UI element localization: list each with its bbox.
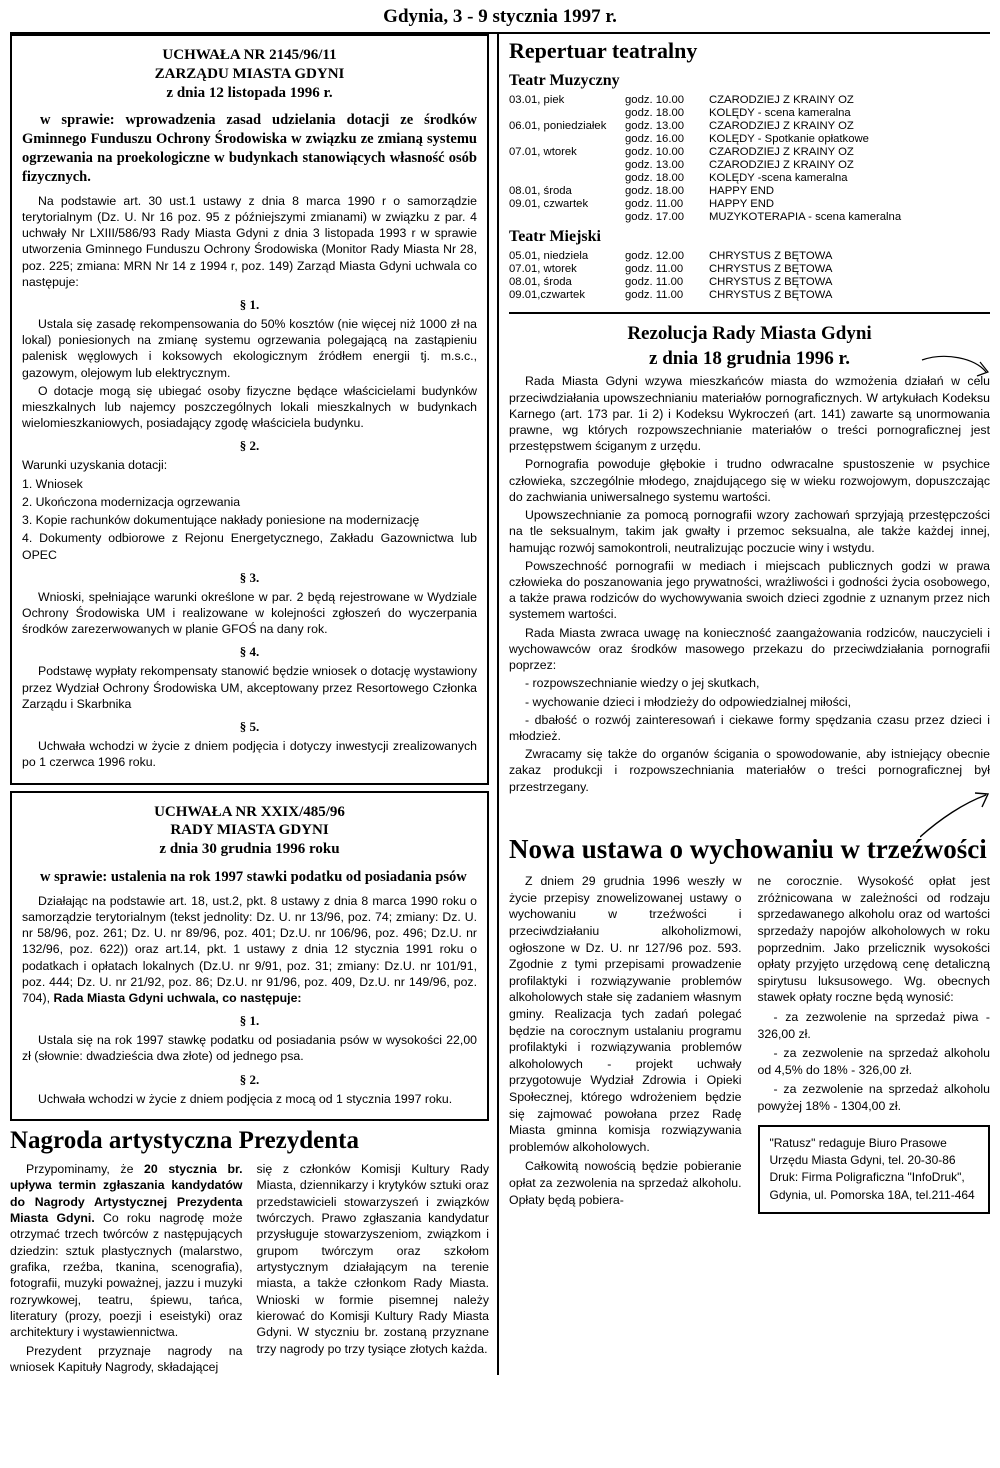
nagroda-article: [10, 1127, 489, 1375]
rezolucja-p5: Rada Miasta zwraca uwagę na konieczność zaangażowania rodziców, nauczycieli i wychowawców oraz środków masowego przekazu do przeciwdziałania pornografii poprzez:: [509, 625, 990, 673]
rezolucja-p6: - rozpowszechnianie wiedzy o jej skutkach,: [525, 676, 760, 691]
uchwala-2145-p3: O dotacje mogą się ubiegać osoby fizyczne będące właścicielami budynków mieszkalnych lub najemcy poszczególnych lokali mieszkalnych w budynkach wielomieszkaniowych, posiadający zgodę właściciela budynku.: [22, 383, 477, 431]
rezolucja-title: [509, 322, 990, 371]
rezolucja-p1: Rada Miasta Gdyni wzywa mieszkańców miasta do wzmożenia działań w celu przeciwdziałania upowszechnianiu materiałów pornograficznych. W artykułach Kodeksu Karnego (art. 173 par. 1i 2) i Kodeksu Wykroczeń (art. 141) zawarte są unormowania prawne, wg których rozpowszechnianie materiałów o treści pornograficznej jest przestępstwem ściganym z urzędu.: [509, 374, 990, 454]
teatr-miejski-table: [509, 250, 990, 302]
cell-time: godz. 16.00: [625, 133, 685, 145]
cell-date: 09.01, czwartek: [509, 198, 589, 210]
uchwala-2145-p11: Uchwała wchodzi w życie z dniem podjęcia i dotyczy inwestycji zrealizowanych po 1 czerwca 1996 roku.: [22, 739, 477, 770]
table-row: [509, 198, 990, 211]
page-columns: [10, 34, 990, 1375]
cell-time: godz. 10.00: [625, 94, 685, 106]
uchwala-485-p2: Ustala się na rok 1997 stawkę podatku od posiadania psów w wysokości 22,00 zł (słownie: dwadzieścia dwa złote) od jednego psa.: [22, 1033, 477, 1064]
cell-title: CZARODZIEJ Z KRAINY OZ: [709, 94, 854, 106]
swoosh-area: [509, 797, 990, 827]
uchwala-485-s1: § 1.: [239, 1013, 260, 1029]
uchwala-485-p1-text: Działając na podstawie art. 18, ust.2, pkt. 8 ustawy z dnia 8 marca 1990 roku o samorządzie terytorialnym (tekst jednolity: Dz. U. nr 13/96, poz. 74; zmiany: Dz. U. nr 58/96, poz. 261; Dz. U. nr 89/96, poz. 401; Dz.U. nr 106/96, poz. 496; Dz.U. nr 132/96, poz. 622)) oraz art.14, pkt. 1 ustawy z dnia 12 stycznia 1991 roku o podatkach i opłatach lokalnych (Dz.U. nr 9/91, poz. 31; zmiany: Dz.U. nr 101/91, poz. 444; Dz. U. nr 21/92, poz. 86; Dz.U. nr 91/96, poz. 409, Dz.U. nr 149/96, poz. 704),: [22, 893, 477, 1005]
cell-date: [509, 107, 625, 120]
nagroda-p1: [10, 1161, 243, 1341]
title-line-3: z dnia 30 grudnia 1996 roku: [159, 841, 340, 858]
uchwala-485-p3: Uchwała wchodzi w życie z dniem podjęcia z mocą od 1 stycznia 1997 roku.: [38, 1091, 453, 1106]
uchwala-2145-p10: Podstawę wypłaty rekompensaty stanowić będzie wniosek o dotację wystawiony przez Wydział Ochrony Środowiska UM, akceptowany przez Resortowego Członka Zarządu i Skarbnika: [22, 664, 477, 711]
rezolucja-p9: Zwracamy się także do organów ścigania o spowodowanie, aby istniejący obecnie zakaz produkcji i rozpowszechniania materiałów o treści pornograficznej był przestrzegany.: [509, 747, 990, 794]
rezolucja-p7: - wychowanie dzieci i młodzieży do odpowiedzialnej miłości,: [525, 694, 852, 709]
table-row: [509, 133, 990, 146]
cell-time: godz. 10.00: [625, 146, 685, 158]
cell-date: 07.01, wtorek: [509, 146, 577, 158]
table-row: [509, 159, 990, 172]
teatr-muzyczny-heading: Teatr Muzyczny: [509, 72, 620, 89]
cell-time: godz. 11.00: [625, 289, 684, 301]
cell-date: [509, 211, 625, 224]
uchwala-485-title: [22, 803, 477, 859]
cell-time: godz. 17.00: [625, 211, 685, 223]
imprint-line-4: Gdynia, ul. Pomorska 18A, tel.211-464: [769, 1187, 975, 1202]
uchwala-485-p1: [22, 893, 477, 1007]
cell-title: CZARODZIEJ Z KRAINY OZ: [709, 159, 854, 171]
ustawa-p4: - za zezwolenie na sprzedaż piwa - 326,00 zł.: [757, 1009, 990, 1041]
title-line-1: Rezolucja Rady Miasta Gdyni: [627, 323, 872, 344]
ustawa-title: Nowa ustawa o wychowaniu w trzeźwości: [509, 833, 987, 864]
cell-date: 08.01, środa: [509, 185, 572, 197]
nagroda-p1-rest: Co roku nagrodę może otrzymać trzech twórców z następujących dziedzin: sztuk plastycznych (malarstwo, grafika, rzeźba, tkanina, scenografia), fotografii, muzyki poważnej, jazzu i muzyki rozrywkowej, teatru, śpiewu, tańca, literatury (prozy, poezji i eseistyki) oraz architektury i wystawiennictwa.: [10, 1210, 243, 1340]
uchwala-2145-box: [10, 34, 489, 785]
table-row: [509, 185, 990, 198]
cell-date: 05.01, niedziela: [509, 250, 589, 262]
uchwala-2145-p5: 1. Wniosek: [22, 476, 83, 491]
cell-title: CHRYSTUS Z BĘTOWA: [709, 263, 833, 275]
cell-date: 08.01, środa: [509, 276, 572, 288]
cell-title: HAPPY END: [709, 198, 775, 210]
table-row: [509, 263, 990, 276]
cell-date: 06.01, poniedziałek: [509, 120, 607, 132]
uchwala-2145-s2: § 2.: [239, 438, 260, 454]
cell-time: godz. 18.00: [625, 107, 685, 119]
cell-date: 09.01,czwartek: [509, 289, 585, 301]
masthead: Gdynia, 3 - 9 stycznia 1997 r.: [383, 6, 617, 27]
cell-time: godz. 11.00: [625, 276, 684, 288]
teatr-muzyczny-table: [509, 94, 990, 224]
title-line-2: RADY MIASTA GDYNI: [170, 822, 329, 839]
nagroda-p1-lead: Przypominamy, że: [26, 1161, 145, 1176]
table-row: [509, 172, 990, 185]
cell-date: [509, 172, 625, 185]
title-line-2: ZARZĄDU MIASTA GDYNI: [154, 65, 345, 82]
nagroda-p2: Prezydent przyznaje nagrody na wniosek Kapituły Nagrody, składającej: [10, 1343, 243, 1374]
rezolucja-p2: Pornografia powoduje głębokie i trudno odwracalne spustoszenie w psychice człowieka, szczególnie młodego, znajdującego się w wieku rozwojowym, dopuszczając do zachwiania uniwersalnego systemu wartości.: [509, 457, 990, 504]
cell-time: godz. 18.00: [625, 172, 685, 184]
repertuar-section: [509, 38, 990, 302]
ustawa-p6: - za zezwolenie na sprzedaż alkoholu powyżej 18% - 1304,00 zł.: [757, 1082, 990, 1113]
table-row: [509, 107, 990, 120]
uchwala-2145-p9: Wnioski, spełniające warunki określone w par. 2 będą rejestrowane w Wydziale Ochrony Środowiska UM i realizowane w kolejności zgłoszeń do wyczerpania środków zarezerwowanych w planie GFOŚ na dany rok.: [22, 589, 477, 637]
uchwala-2145-title: [22, 46, 477, 102]
ustawa-col-2: [758, 873, 991, 1214]
nagroda-title: Nagroda artystyczna Prezydenta: [10, 1126, 360, 1154]
cell-date: [509, 133, 625, 146]
title-line-1: UCHWAŁA NR XXIX/485/96: [154, 803, 345, 820]
cell-title: MUZYKOTERAPIA - scena kameralna: [709, 211, 902, 223]
rezolucja-p3: Upowszechnianie za pomocą pornografii wzory zachowań sprzyjają przestępczości na tle seksualnym, takim jak gwałty i przemoc seksualna, ale także każdej innej, hamując rozwój samokontroli, neutralizując poczucie winy i wstydu.: [509, 508, 990, 555]
uchwala-485-p1-bold: Rada Miasta Gdyni uchwala, co następuje:: [53, 990, 302, 1005]
cell-title: CHRYSTUS Z BĘTOWA: [709, 276, 833, 288]
uchwala-2145-p1: Na podstawie art. 30 ust.1 ustawy z dnia 8 marca 1990 r o samorządzie terytorialnym (Dz. U. Nr 16 poz. 95 z późniejszymi zmianami) w związku z par. 4 uchwały Nr LXIII/586/93 Rady Miasta Gdyni z dnia 3 listopada 1993 r w sprawie utworzenia Gminnego Funduszu Ochrony Środowiska (Monitor Rady Miasta Nr 28, poz. 225; zmiana: MRN Nr 14 z 1994 r, poz. 149) Zarząd Miasta Gdyni uchwala co następuje:: [22, 193, 477, 289]
uchwala-2145-p4: Warunki uzyskania dotacji:: [22, 458, 168, 473]
cell-date: 03.01, piek: [509, 94, 565, 106]
cell-title: HAPPY END: [709, 185, 775, 197]
nagroda-p1-bold: 20 stycznia br. upływa termin zgłaszania kandydatów do Nagrody Artystycznej Prezydenta Miasta Gdyni.: [10, 1161, 243, 1225]
rezolucja-p8: - dbałość o rozwój zainteresowań i ciekawe formy spędzania czasu przez dzieci i młodzież.: [509, 712, 990, 743]
repertuar-title: Repertuar teatralny: [509, 38, 698, 63]
table-row: [509, 146, 990, 159]
cell-time: godz. 12.00: [625, 250, 685, 262]
right-column: [497, 34, 990, 1375]
imprint-box: [758, 1125, 991, 1215]
cell-title: CZARODZIEJ Z KRAINY OZ: [709, 120, 854, 132]
teatr-miejski-heading: Teatr Miejski: [509, 228, 601, 245]
uchwala-485-subject: w sprawie: ustalenia na rok 1997 stawki podatku od posiadania psów: [40, 868, 467, 885]
ustawa-col-1: [509, 873, 742, 1214]
rezolucja-section: [509, 322, 990, 795]
uchwala-2145-s5: § 5.: [239, 719, 260, 735]
imprint-line-1: "Ratusz" redaguje Biuro Prasowe: [769, 1135, 947, 1150]
uchwala-2145-s4: § 4.: [239, 644, 260, 660]
title-line-1: UCHWAŁA NR 2145/96/11: [162, 47, 337, 63]
ustawa-p5: - za zezwolenie na sprzedaż alkoholu od 4,5% do 18% - 326,00 zł.: [757, 1046, 990, 1077]
section-divider: [509, 312, 990, 314]
table-row: [509, 211, 990, 224]
cell-title: CHRYSTUS Z BĘTOWA: [709, 250, 833, 262]
cell-time: godz. 11.00: [625, 198, 684, 210]
ustawa-p2: Całkowitą nowością będzie pobieranie opłat za zezwolenia na sprzedaż alkoholu. Opłaty będą pobiera-: [509, 1159, 742, 1207]
table-row: [509, 289, 990, 302]
uchwala-485-s2: § 2.: [239, 1071, 260, 1087]
uchwala-2145-subject: w sprawie: wprowadzenia zasad udzielania dotacji ze środków Gminnego Funduszu Ochrony Środowiska w związku ze zmianą systemu ogrzewania na proekologiczne w budynkach stanowiących własność osób fizycznych.: [22, 112, 477, 185]
title-line-3: z dnia 12 listopada 1996 r.: [166, 84, 333, 101]
cell-time: godz. 13.00: [625, 120, 685, 132]
cell-time: godz. 11.00: [625, 263, 684, 275]
rezolucja-p4: Powszechność pornografii w mediach i miejscach publicznych godzi w prawa człowieka do poszanowania jego prywatności, wrażliwości i godności życia osobowego, a także prawa rodziców do wychowywania swoich dzieci zgodnie z uznanym przez nich systemem wartości.: [509, 558, 990, 622]
cell-title: KOLĘDY -scena kameralna: [709, 172, 848, 184]
cell-title: CZARODZIEJ Z KRAINY OZ: [709, 146, 854, 158]
uchwala-2145-p8: 4. Dokumenty odbiorowe z Rejonu Energetycznego, Zakładu Gazownictwa lub OPEC: [22, 531, 477, 562]
table-row: [509, 94, 990, 107]
uchwala-2145-p6: 2. Ukończona modernizacja ogrzewania: [22, 494, 241, 509]
uchwala-2145-p7: 3. Kopie rachunków dokumentujące nakłady poniesione na modernizację: [22, 513, 420, 528]
ustawa-section: [509, 833, 990, 1214]
ustawa-columns: [509, 873, 990, 1214]
uchwala-2145-s1: § 1.: [239, 296, 260, 312]
left-column: [10, 34, 497, 1375]
ustawa-p3: ne corocznie. Wysokość opłat jest zróżnicowana w zależności od rodzaju sprzedawanego alkoholu oraz od wartości sprzedaży napojów alkoholowych w roku poprzednim. Jako przelicznik wysokości opłaty przyjęto urzędową cenę detaliczną spirytusu luksusowego. Wg. obecnych stawek opłaty roczne będą wynosić:: [757, 874, 990, 1005]
cell-title: KOLĘDY - scena kameralna: [709, 107, 851, 119]
title-line-2: z dnia 18 grudnia 1996 r.: [649, 347, 850, 369]
uchwala-2145-s3: § 3.: [239, 569, 260, 585]
imprint-line-3: Druk: Firma Poligraficzna "InfoDruk",: [769, 1170, 965, 1185]
nagroda-body: [10, 1161, 489, 1375]
nagroda-p3: się z członków Komisji Kultury Rady Miasta, dziennikarzy i krytyków sztuki oraz przedstawicieli stowarzyszeń i związków twórczych. Prawo zgłaszania kandydatur przysługuje stowarzyszeniom, związkom i grupom twórczym oraz szkołom artystycznym działającym na terenie miasta, a także członkom Rady Miasta. Wnioski w formie pisemnej należy kierować do Komisji Kultury Rady Miasta Gdyni. W styczniu br. zostaną przyznane trzy nagrody po trzy tysiące złotych każda.: [256, 1161, 489, 1356]
cell-title: KOLĘDY - Spotkanie opłatkowe: [709, 133, 869, 145]
uchwala-485-box: [10, 791, 489, 1121]
cell-title: CHRYSTUS Z BĘTOWA: [709, 289, 833, 301]
table-row: [509, 120, 990, 133]
table-row: [509, 276, 990, 289]
cell-date: [509, 159, 625, 172]
cell-time: godz. 18.00: [625, 185, 685, 197]
imprint-line-2: Urzędu Miasta Gdyni, tel. 20-30-86: [769, 1152, 956, 1167]
cell-date: 07.01, wtorek: [509, 263, 577, 275]
cell-time: godz. 13.00: [625, 159, 685, 171]
table-row: [509, 250, 990, 263]
ustawa-p1: Z dniem 29 grudnia 1996 weszły w życie przepisy znowelizowanej ustawy o wychowaniu w trzeźwości i przeciwdziałaniu alkoholizmowi, ogłoszone w Dz. U. nr 127/96 poz. 593. Zgodnie z tymi przepisami prowadzenie profilaktyki i rozwiązywanie problemów alkoholowych stałe się zadaniem własnym gminy. Realizacja tych zadań polegać będzie na corocznym ustalaniu programu profilaktyki i rozwiązywania problemów alkoholowych - projekt uchwały przygotowuje Wydział Zdrowia i Opieki Społecznej, którego wdrożeniem będzie się zajmować powołana przez Radę Miasta gminna komisja rozwiązywania problemów alkoholowych.: [509, 874, 742, 1154]
uchwala-2145-p2: Ustala się zasadę rekompensowania do 50% kosztów (nie więcej niż 1000 zł na lokal) poniesionych na zmianę systemu ogrzewania polegającą na zastąpieniu palenisk węglowych i koksowych ekologicznym źródłem energii tj. m.s.c., gazowym, olejowym lub elektrycznym.: [22, 316, 477, 380]
